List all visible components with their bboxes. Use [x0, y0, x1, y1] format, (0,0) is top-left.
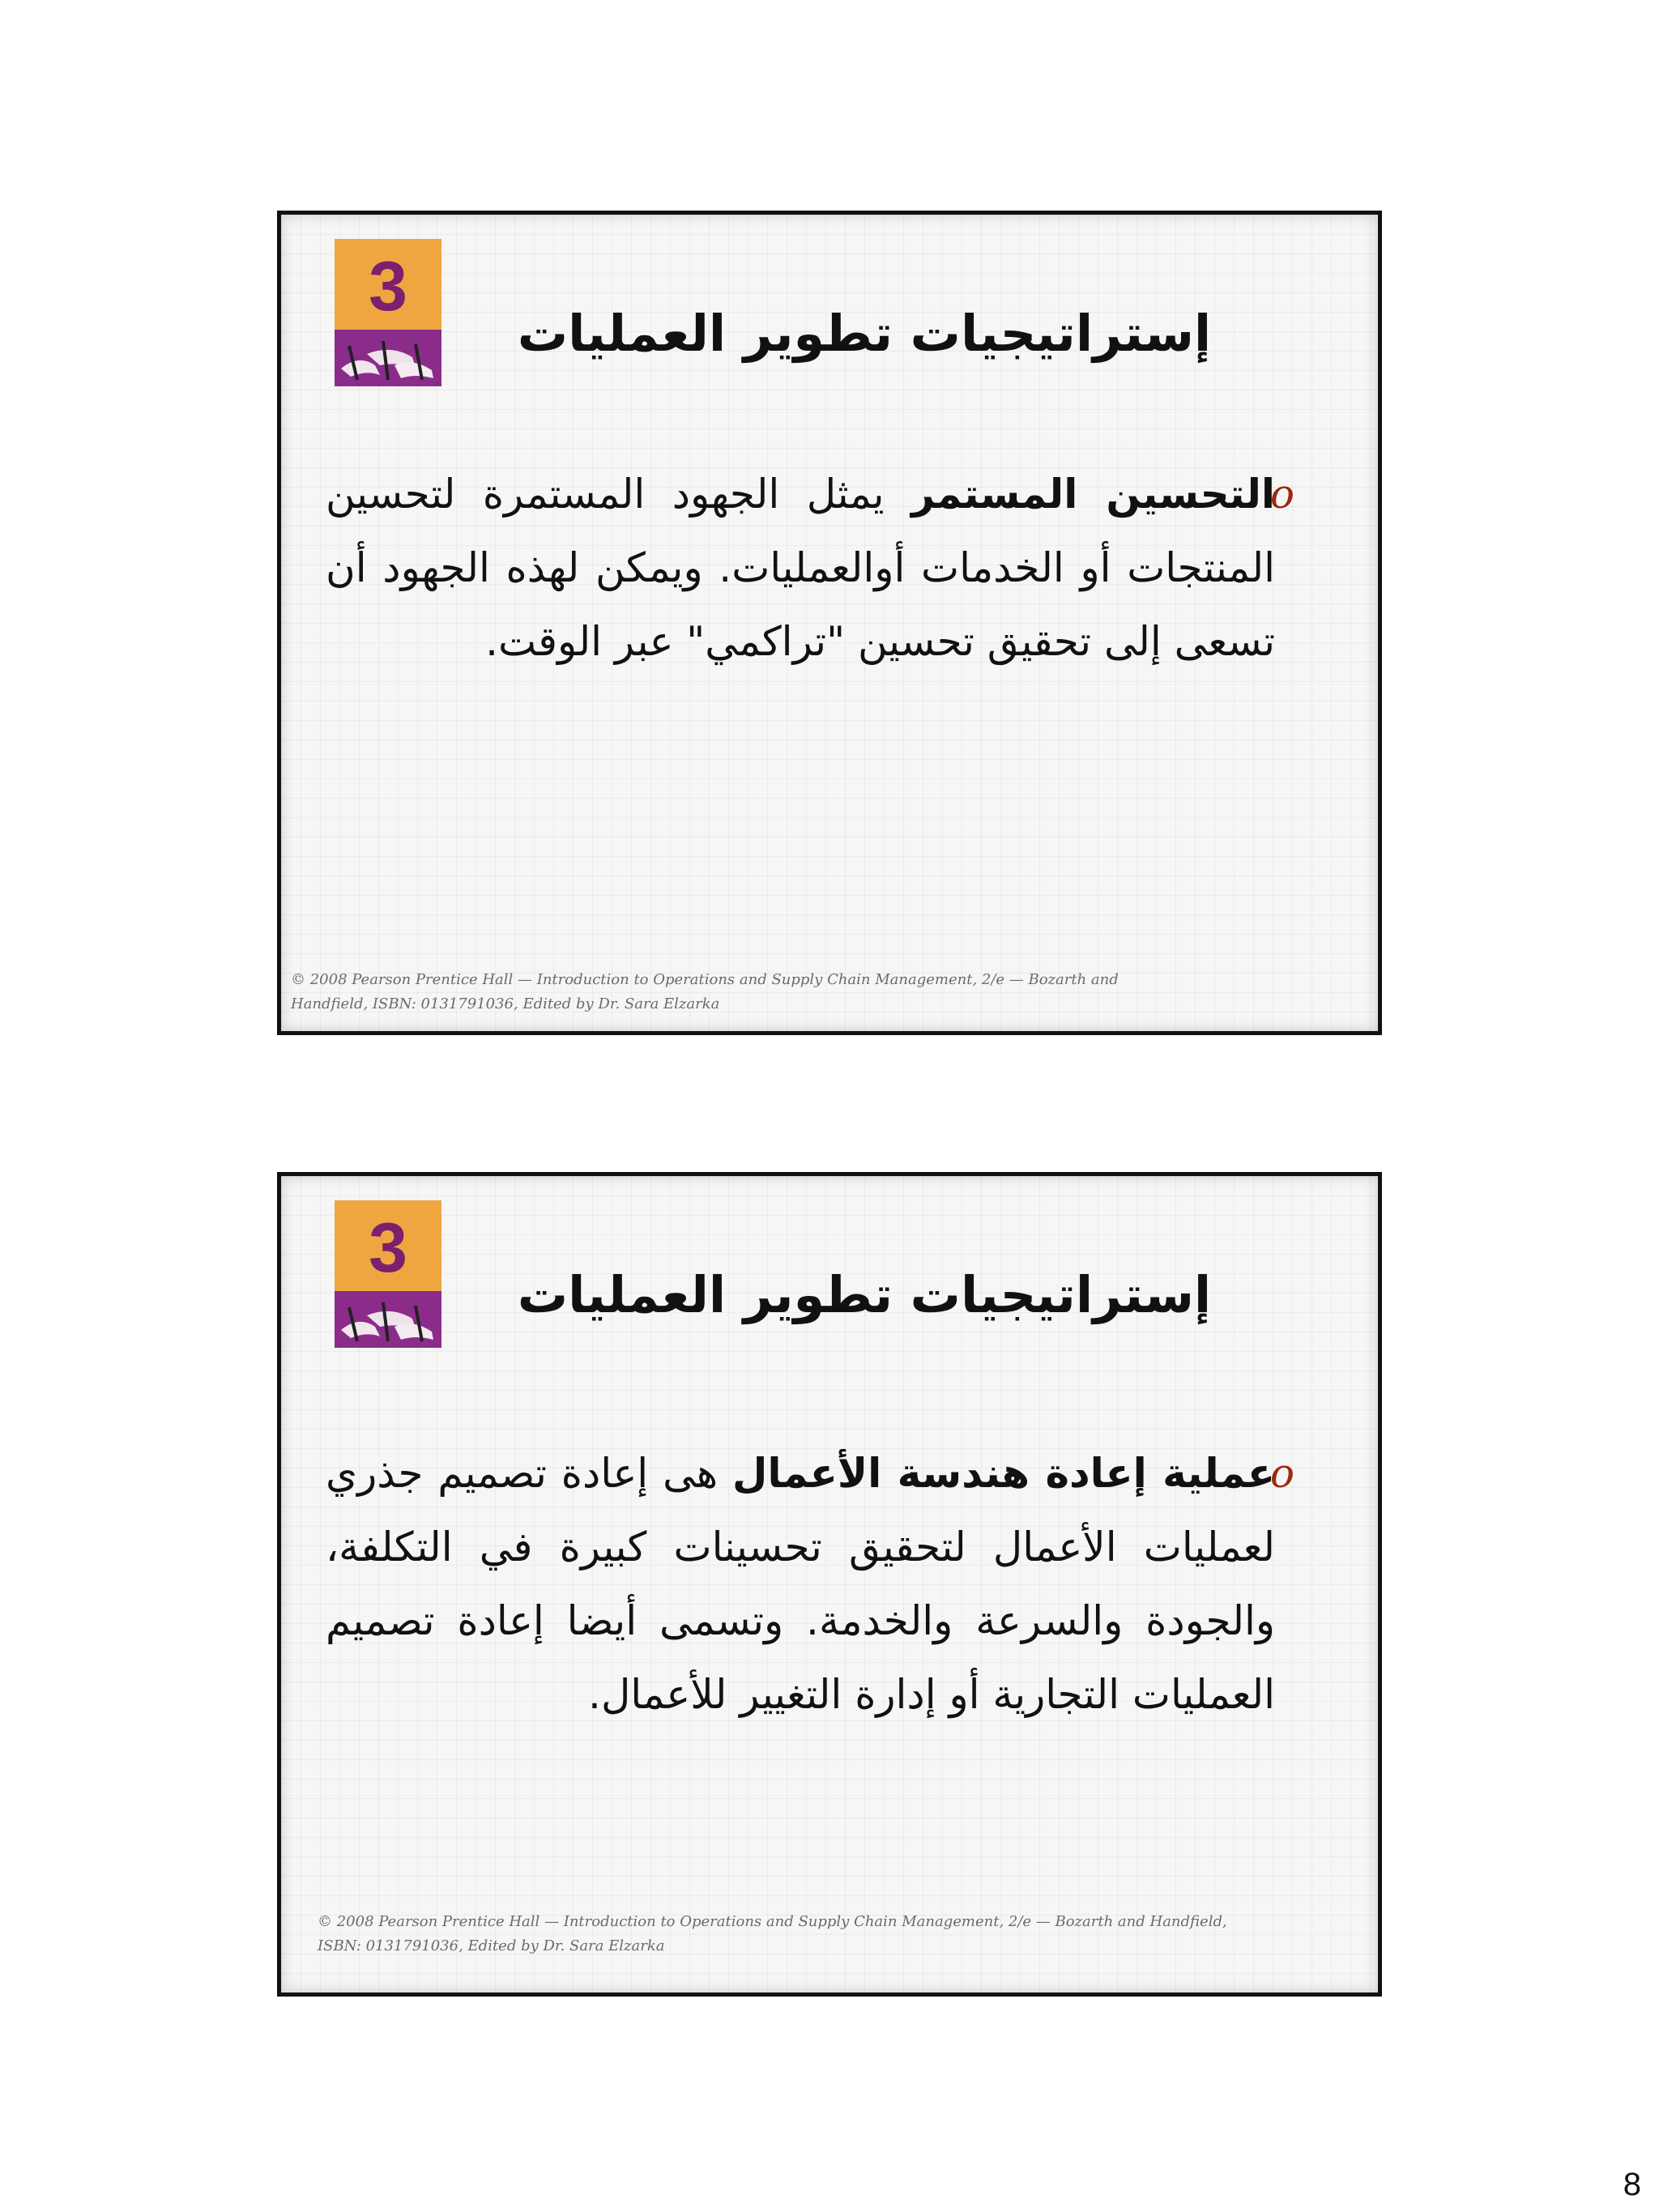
slide-title: إستراتيجيات تطوير العمليات: [517, 1265, 1212, 1324]
bullet-icon: o: [1269, 471, 1294, 518]
chapter-3-icon: [335, 1200, 441, 1348]
chapter-number: 3: [369, 1209, 407, 1287]
page-number: 8: [1623, 2167, 1641, 2202]
bullet-icon: o: [1269, 1450, 1294, 1497]
bold-term: التحسين المستمر: [911, 471, 1275, 518]
slide-body: [326, 1437, 1294, 1732]
copyright-footer: © 2008 Pearson Prentice Hall — Introduction to Operations and Supply Chain Management, 2/e — Bozarth and Handfield, ISBN: 0131791036, Edited by Dr. Sara Elzarka: [291, 971, 1119, 1012]
body-text: يمثل الجهود المستمرة لتحسين المنتجات أو الخدمات أوالعمليات. ويمكن لهذه الجهود أن تسعى إلى تحقيق تحسين "تراكمي" عبر الوقت.: [326, 471, 1275, 665]
bold-term: عملية إعادة هندسة الأعمال: [732, 1450, 1275, 1497]
slide-1: [277, 211, 1382, 1035]
copyright-footer: © 2008 Pearson Prentice Hall — Introduction to Operations and Supply Chain Management, 2/e — Bozarth and Handfield, ISBN: 0131791036, Edited by Dr. Sara Elzarka: [318, 1913, 1227, 1954]
chapter-3-icon: [335, 239, 441, 386]
slide-2: [277, 1172, 1382, 1997]
slide-body: [326, 458, 1294, 679]
body-text: هى إعادة تصميم جذري لعمليات الأعمال لتحقيق تحسينات كبيرة في التكلفة، والجودة والسرعة والخدمة. وتسمى أيضا إعادة تصميم العمليات التجارية أو إدارة التغيير للأعمال.: [326, 1450, 1275, 1718]
slide-title: إستراتيجيات تطوير العمليات: [517, 304, 1212, 363]
chapter-number: 3: [369, 248, 407, 326]
